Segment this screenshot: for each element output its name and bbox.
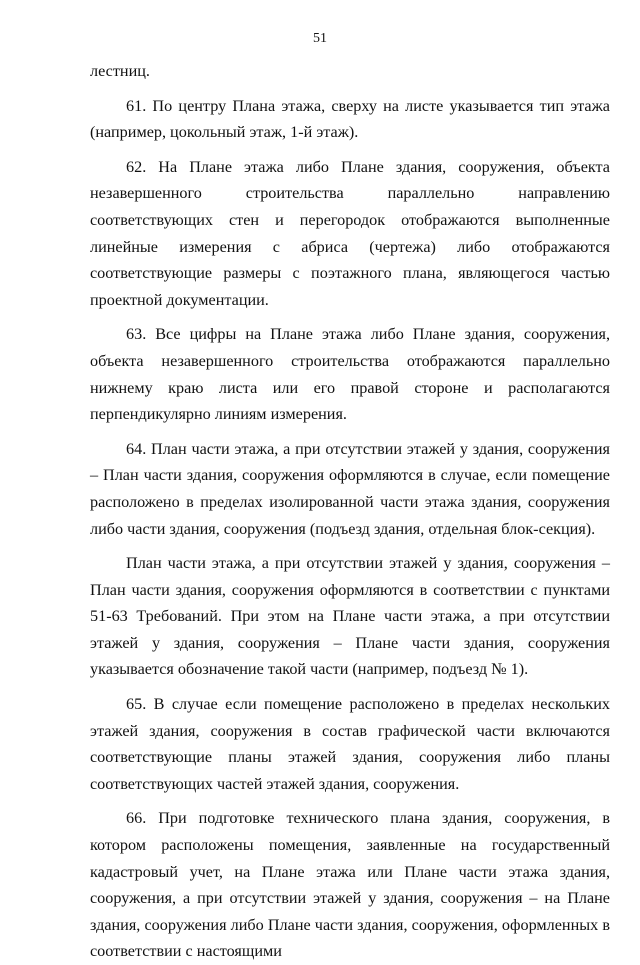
document-body (90, 58, 610, 965)
page-number: 51 (313, 31, 327, 46)
paragraph-continuation: лестниц. (90, 62, 150, 80)
paragraph-65: 65. В случае если помещение расположено в пределах нескольких этажей здания, сооружения в состав графической части включаются соответствующие планы этажей здания, сооружения либо планы соответствующих частей этажей здания, сооружения. (90, 695, 610, 793)
paragraph-63: 63. Все цифры на Плане этажа либо Плане здания, сооружения, объекта незавершенного строительства отображаются параллельно нижнему краю листа или его правой стороне и располагаются перпендикулярно линиям измерения. (90, 325, 610, 424)
paragraph-61: 61. По центру Плана этажа, сверху на листе указывается тип этажа (например, цокольный этаж, 1-й этаж). (90, 96, 610, 142)
paragraph-64-continued: План части этажа, а при отсутствии этажей у здания, сооружения – План части здания, сооружения оформляются в соответствии с пунктами 51-63 Требований. При этом на Плане части этажа, а при отсутствии этажей у здания, сооружения – Плане части здания, сооружения указывается обозначение такой части (например, подъезд № 1). (90, 554, 610, 679)
paragraph-62: 62. На Плане этажа либо Плане здания, сооружения, объекта незавершенного строительства параллельно направлению соответствующих стен и перегородок отображаются выполненные линейные измерения с абриса (чертежа) либо отображаются соответствующие размеры с поэтажного плана, являющегося частью проектной документации. (90, 157, 610, 309)
paragraph-64: 64. План части этажа, а при отсутствии этажей у здания, сооружения – План части здания, сооружения оформляются в случае, если помещение расположено в пределах изолированной части этажа здания, сооружения либо части здания, сооружения (подъезд здания, отдельная блок-секция). (90, 439, 610, 538)
paragraph-66: 66. При подготовке технического плана здания, сооружения, в котором расположены помещения, заявленные на государственный кадастровый учет, на Плане этажа или Плане части этажа здания, сооружения, а при отсутствии этажей у здания, сооружения – на Плане здания, сооружения либо Плане части здания, сооружения, оформленных в соответствии с настоящими (90, 809, 610, 961)
